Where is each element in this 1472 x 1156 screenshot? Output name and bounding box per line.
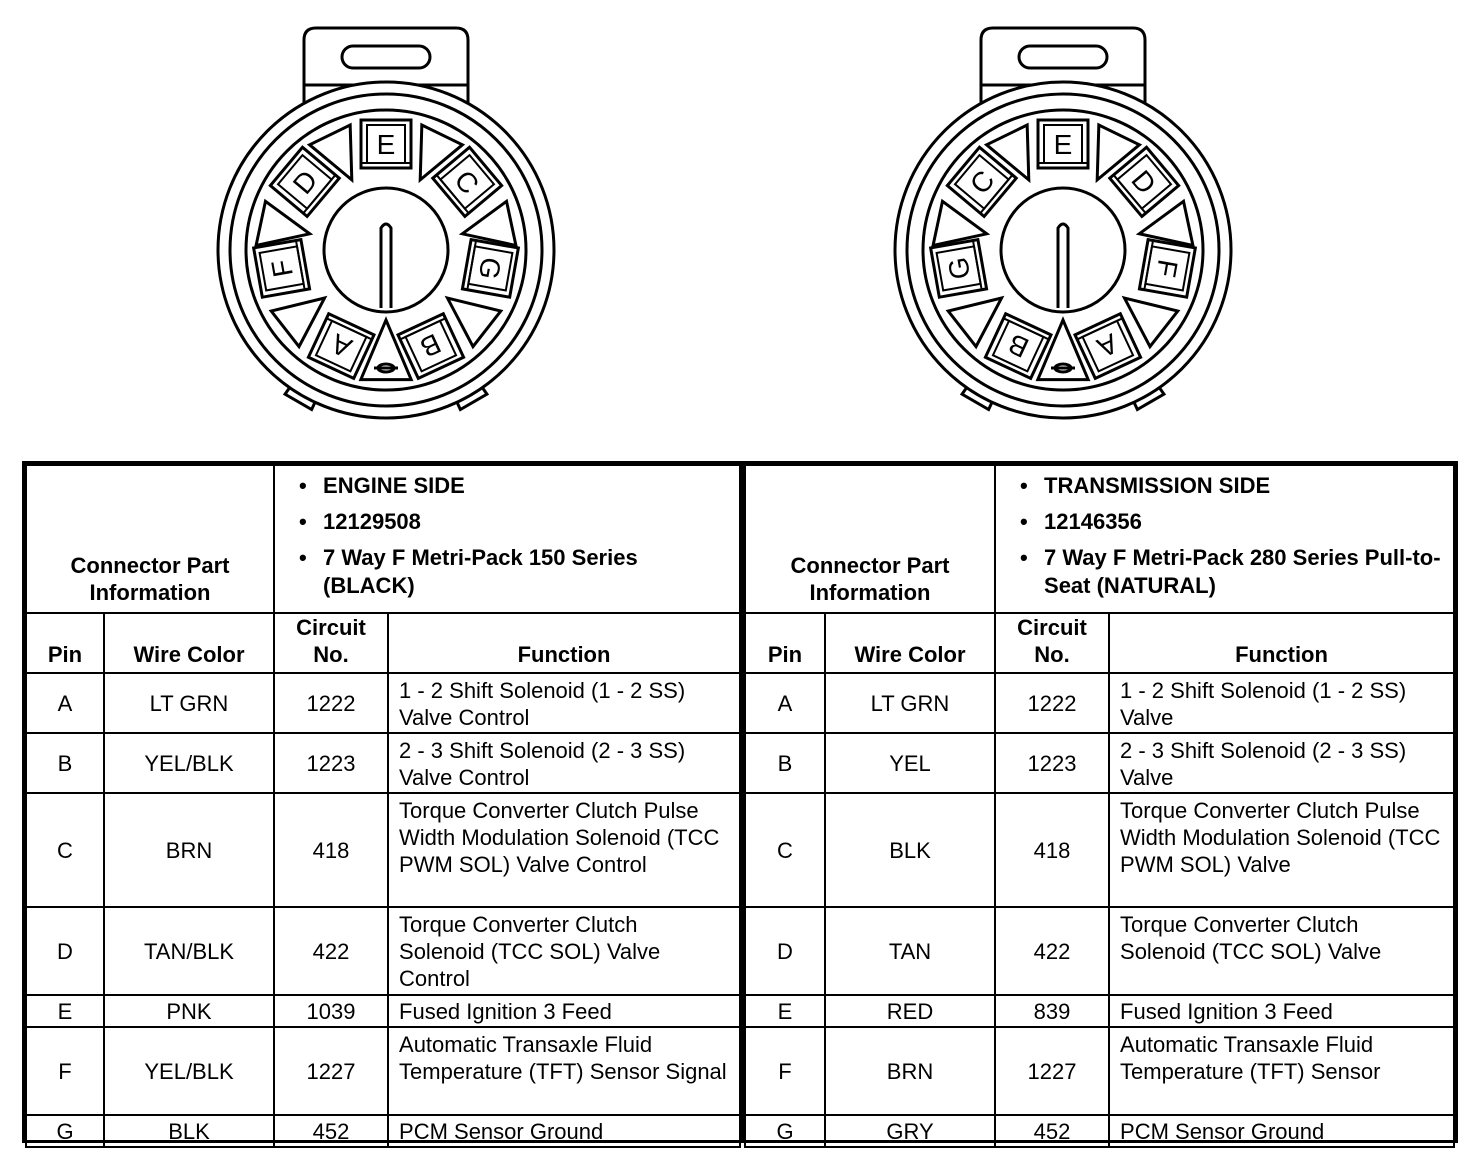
pin-cell: D xyxy=(745,907,825,995)
wire-color-cell: LT GRN xyxy=(104,673,274,733)
wire-color-cell: YEL/BLK xyxy=(104,1027,274,1115)
pin-cell: D xyxy=(26,907,104,995)
table-row xyxy=(26,907,740,995)
function-cell: 1 - 2 Shift Solenoid (1 - 2 SS) Valve xyxy=(1109,673,1454,733)
transmission-connector-part-info-label: Connector Part Information xyxy=(745,465,995,613)
wire-color-cell: YEL/BLK xyxy=(104,733,274,793)
pin-cell: C xyxy=(745,793,825,907)
pin-label: E xyxy=(1053,129,1073,160)
engine-connector-bullets xyxy=(274,465,740,613)
pin-label: B xyxy=(1003,327,1034,364)
function-cell: Automatic Transaxle Fluid Temperature (TFT) Sensor Signal xyxy=(388,1027,740,1115)
table-row xyxy=(745,733,1454,793)
wire-color-cell: PNK xyxy=(104,995,274,1027)
tab-slot xyxy=(342,46,430,68)
circuit-cell: 422 xyxy=(995,907,1109,995)
engine-connector-face xyxy=(218,28,554,418)
circuit-cell: 1223 xyxy=(995,733,1109,793)
wire-color-cell: TAN/BLK xyxy=(104,907,274,995)
engine-header-wire-color: Wire Color xyxy=(104,613,274,673)
table-row xyxy=(26,793,740,907)
circuit-cell: 418 xyxy=(274,793,388,907)
wire-color-cell: RED xyxy=(825,995,995,1027)
circuit-cell: 1227 xyxy=(274,1027,388,1115)
function-cell: 2 - 3 Shift Solenoid (2 - 3 SS) Valve xyxy=(1109,733,1454,793)
tab-slot xyxy=(1019,46,1107,68)
function-cell: Torque Converter Clutch Pulse Width Modulation Solenoid (TCC PWM SOL) Valve Control xyxy=(388,793,740,907)
function-cell: Torque Converter Clutch Solenoid (TCC SOL) Valve Control xyxy=(388,907,740,995)
function-cell: Torque Converter Clutch Solenoid (TCC SOL) Valve xyxy=(1109,907,1454,995)
pin-label: G xyxy=(941,254,977,282)
wire-color-cell: BLK xyxy=(825,793,995,907)
pin-label: G xyxy=(472,254,508,282)
pin-label: A xyxy=(326,327,357,364)
pin-cavity xyxy=(462,240,518,298)
table-row xyxy=(745,673,1454,733)
pin-label: D xyxy=(1125,164,1163,200)
table-row xyxy=(26,733,740,793)
pin-label: B xyxy=(415,327,446,364)
pin-cell: G xyxy=(26,1115,104,1147)
table-row xyxy=(745,995,1454,1027)
circuit-cell: 452 xyxy=(995,1115,1109,1147)
engine-bullet-part-number: • 12129508 xyxy=(295,508,731,536)
wire-color-cell: BLK xyxy=(104,1115,274,1147)
engine-header-function: Function xyxy=(388,613,740,673)
engine-side-table xyxy=(22,461,744,1143)
transmission-header-circuit-no: Circuit No. xyxy=(995,613,1109,673)
engine-header-circuit-no: Circuit No. xyxy=(274,613,388,673)
circuit-cell: 1039 xyxy=(274,995,388,1027)
transmission-side-table xyxy=(741,461,1458,1143)
transmission-header-pin: Pin xyxy=(745,613,825,673)
circuit-cell: 839 xyxy=(995,995,1109,1027)
pin-cavity xyxy=(254,240,310,298)
pin-label: C xyxy=(963,164,1001,200)
pin-cell: E xyxy=(745,995,825,1027)
circuit-cell: 422 xyxy=(274,907,388,995)
table-row xyxy=(745,1115,1454,1147)
function-cell: PCM Sensor Ground xyxy=(388,1115,740,1147)
pin-cavity xyxy=(361,120,411,168)
wire-color-cell: YEL xyxy=(825,733,995,793)
transmission-bullet-side: • TRANSMISSION SIDE xyxy=(1016,472,1445,500)
function-cell: 1 - 2 Shift Solenoid (1 - 2 SS) Valve Control xyxy=(388,673,740,733)
circuit-cell: 418 xyxy=(995,793,1109,907)
connector-diagrams xyxy=(0,0,1472,440)
pin-cell: F xyxy=(745,1027,825,1115)
pin-label: F xyxy=(1150,257,1184,280)
pin-label: C xyxy=(448,164,486,200)
pin-label: E xyxy=(376,129,396,160)
engine-bullet-type: • 7 Way F Metri-Pack 150 Series (BLACK) xyxy=(295,544,731,600)
pin-cell: C xyxy=(26,793,104,907)
circuit-cell: 452 xyxy=(274,1115,388,1147)
circuit-cell: 1223 xyxy=(274,733,388,793)
table-row xyxy=(745,793,1454,907)
circuit-cell: 1227 xyxy=(995,1027,1109,1115)
table-row xyxy=(26,1027,740,1115)
wire-color-cell: TAN xyxy=(825,907,995,995)
wire-color-cell: LT GRN xyxy=(825,673,995,733)
pin-cell: E xyxy=(26,995,104,1027)
pin-cell: B xyxy=(26,733,104,793)
pin-cavity xyxy=(1139,240,1195,298)
pin-cell: G xyxy=(745,1115,825,1147)
pin-cavity xyxy=(931,240,987,298)
pin-label: D xyxy=(286,164,324,200)
transmission-header-wire-color: Wire Color xyxy=(825,613,995,673)
pin-cell: A xyxy=(26,673,104,733)
engine-header-pin: Pin xyxy=(26,613,104,673)
transmission-connector-face xyxy=(895,28,1231,418)
circuit-cell: 1222 xyxy=(274,673,388,733)
function-cell: Automatic Transaxle Fluid Temperature (TFT) Sensor xyxy=(1109,1027,1454,1115)
table-row xyxy=(745,907,1454,995)
table-row xyxy=(745,1027,1454,1115)
table-row xyxy=(26,673,740,733)
function-cell: Fused Ignition 3 Feed xyxy=(1109,995,1454,1027)
transmission-connector-bullets xyxy=(995,465,1454,613)
wire-color-cell: BRN xyxy=(104,793,274,907)
pin-cavity xyxy=(1038,120,1088,168)
transmission-bullet-type: • 7 Way F Metri-Pack 280 Series Pull-to-Seat (NATURAL) xyxy=(1016,544,1445,600)
wire-color-cell: GRY xyxy=(825,1115,995,1147)
pin-label: A xyxy=(1092,327,1123,364)
table-row xyxy=(26,995,740,1027)
engine-bullet-side: • ENGINE SIDE xyxy=(295,472,731,500)
function-cell: Torque Converter Clutch Pulse Width Modulation Solenoid (TCC PWM SOL) Valve xyxy=(1109,793,1454,907)
function-cell: 2 - 3 Shift Solenoid (2 - 3 SS) Valve Control xyxy=(388,733,740,793)
transmission-header-function: Function xyxy=(1109,613,1454,673)
pin-cell: A xyxy=(745,673,825,733)
wire-color-cell: BRN xyxy=(825,1027,995,1115)
function-cell: PCM Sensor Ground xyxy=(1109,1115,1454,1147)
pin-cell: F xyxy=(26,1027,104,1115)
pin-cell: B xyxy=(745,733,825,793)
engine-connector-part-info-label: Connector Part Information xyxy=(26,465,274,613)
pin-label: F xyxy=(265,257,299,280)
transmission-bullet-part-number: • 12146356 xyxy=(1016,508,1445,536)
function-cell: Fused Ignition 3 Feed xyxy=(388,995,740,1027)
table-row xyxy=(26,1115,740,1147)
circuit-cell: 1222 xyxy=(995,673,1109,733)
